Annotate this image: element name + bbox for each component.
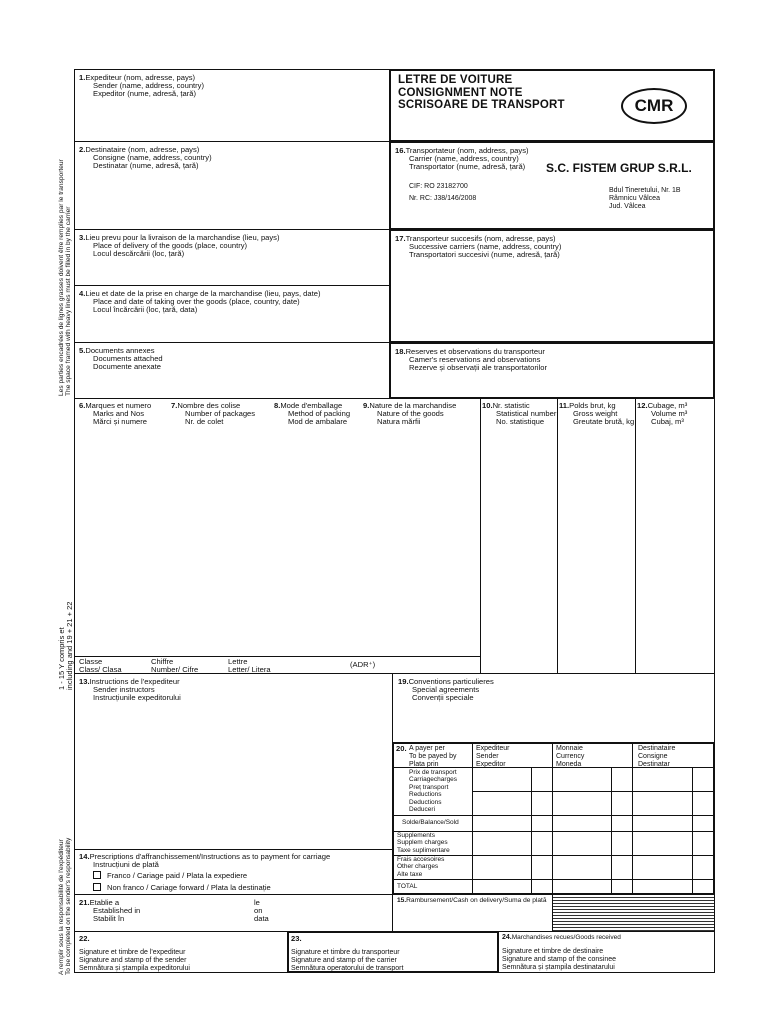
box13-ro: Instrucțiunile expeditorului (93, 693, 181, 703)
form-element (79, 234, 280, 259)
side-note-top (58, 159, 72, 396)
goods-c8-num: 8. (274, 401, 281, 410)
box17-num: 17. (395, 234, 406, 243)
goods-chiffre: Chiffre (151, 657, 174, 666)
goods-classe2: Class/ Clasa (79, 665, 122, 675)
form-element (397, 832, 450, 854)
form-element (531, 767, 532, 893)
goods-c8-ro: Mod de ambalare (288, 417, 348, 427)
letter-label (228, 658, 271, 674)
box20-frais2: Other charges (397, 863, 439, 871)
box15-text: Rambursement/Cash on delivery/Suma de plată (406, 897, 547, 904)
box1-ro: Expeditor (nume, adresă, țară) (93, 89, 196, 99)
goods-c9-num: 9. (363, 401, 370, 410)
side-note-mid (58, 602, 74, 690)
col-volume (637, 402, 687, 427)
box14-opt2: Non franco / Cariage forward / Plata la destinație (107, 883, 271, 892)
reg-number: Nr. RC: J38/146/2008 (409, 195, 477, 202)
goods-c12-ro: Cubaj, m³ (651, 417, 684, 427)
box24-l1: Signature et timbre de destinaire (502, 948, 604, 955)
cmr-badge: CMR (621, 88, 687, 124)
form-element (79, 899, 140, 924)
form-element (79, 678, 181, 703)
side-bot1: A remplir sous la responsabilité de l'expéditeur (58, 839, 65, 975)
form-element (557, 398, 558, 674)
side-note-bottom (58, 838, 72, 975)
goods-section[interactable] (74, 398, 715, 674)
box21-le3: data (254, 914, 269, 924)
box18-ro: Rezerve și observații ale transportatorilor (409, 363, 548, 373)
goods-c12-en: Volume m³ (651, 409, 688, 419)
class-label (79, 658, 122, 674)
form-element (79, 146, 212, 171)
form-element (409, 769, 457, 791)
cif: CIF: RO 23182700 (409, 183, 468, 190)
goods-c9-en: Nature of the goods (377, 409, 444, 419)
box2-ro: Destinatar (nume, adresă, țară) (93, 161, 199, 171)
box4-fr: Lieu et date de la prise en charge de la marchandise (lieu, pays, date) (85, 289, 321, 298)
documents-box[interactable] (74, 342, 390, 399)
box20-dest3: Destinatar (638, 761, 670, 768)
carrier-signature-box[interactable] (287, 931, 499, 973)
form-element (393, 815, 714, 816)
form-element (79, 935, 90, 943)
box22-l1: Signature et timbre de l'expediteur (79, 949, 186, 956)
box20-red1: Reductions (409, 791, 442, 798)
box20-dest1: Destinataire (638, 745, 676, 752)
side-mid2: 19 + 21 + 22 (65, 601, 74, 644)
goods-c11-ro: Greutate brută, kg (573, 417, 635, 427)
form-element (291, 949, 403, 973)
form-element (502, 934, 621, 942)
box20-exp2: Sender (476, 753, 499, 760)
box21-num: 21. (79, 898, 90, 907)
col-packing (274, 402, 350, 427)
box2-fr: Destinataire (nom, adresse, pays) (85, 145, 200, 154)
box22-l2: Signature and stamp of the sender (79, 957, 187, 964)
box20-num: 20. (396, 744, 407, 753)
box16-num: 16. (395, 146, 406, 155)
col-weight (559, 402, 634, 427)
box20-total: TOTAL (397, 883, 418, 890)
non-franco-option[interactable] (93, 883, 271, 892)
box24-l3: Semnătura și ștampila destinatarului (502, 964, 615, 971)
form-element (611, 767, 612, 893)
box13-en: Sender instructors (93, 685, 155, 695)
box21-l1: Etablie a (89, 898, 120, 907)
side-top2: The space framed with heavy lines must be filled in by the carrier (65, 206, 72, 396)
form-element (396, 745, 407, 753)
box17-en: Successive carriers (name, address, country) (409, 242, 562, 252)
page-title: LETRE DE VOITURE (398, 74, 513, 86)
form-element (397, 856, 444, 878)
box4-en: Place and date of taking over the goods (place, country, date) (93, 297, 300, 307)
goods-c8-fr: Mode d'emballage (280, 401, 343, 410)
box14-ro: Instrucțiuni de plată (93, 860, 159, 870)
goods-c7-en: Number of packages (185, 409, 256, 419)
box4-num: 4. (79, 289, 86, 298)
goods-c10-num: 10. (482, 401, 493, 410)
form-element (480, 398, 481, 674)
form-element (472, 791, 714, 792)
carrier-box[interactable] (389, 141, 715, 230)
form-element (395, 235, 561, 260)
box20-sup1: Supplements (397, 832, 435, 839)
form-element (409, 791, 442, 814)
form-element (79, 290, 320, 315)
box20-exp1: Expediteur (476, 745, 510, 752)
franco-option[interactable] (93, 871, 247, 880)
reservations-box[interactable] (389, 342, 715, 399)
goods-c9-ro: Natura mărfii (377, 417, 421, 427)
non-franco-checkbox[interactable] (93, 883, 101, 891)
box18-en: Camer's reservations and observations (409, 355, 541, 365)
box24-l2: Signature and stamp of the consinee (502, 956, 617, 963)
form-element (556, 745, 584, 769)
goods-classe: Classe (79, 657, 103, 666)
sender-instructions-box[interactable] (74, 673, 393, 850)
form-element (397, 897, 547, 905)
goods-c6-en: Marks and Nos (93, 409, 145, 419)
box22-l3: Semnătura și ștampila expeditorului (79, 965, 190, 972)
form-element (74, 656, 481, 657)
box20-red3: Deduceri (409, 806, 436, 813)
goods-c10-en: Statistical number (496, 409, 557, 419)
box22-num: 22. (79, 934, 90, 943)
box20-exp3: Expeditor (476, 761, 506, 768)
box20-sup2: Supplem charges (397, 839, 448, 847)
box14-num: 14. (79, 852, 90, 861)
form-element (398, 74, 565, 112)
goods-c7-num: 7. (171, 401, 178, 410)
box16-ro: Transportator (nume, adresă, țară) (409, 162, 526, 172)
box13-fr: Instructions de l'expediteur (89, 677, 180, 686)
delivery-place-box[interactable] (74, 229, 390, 286)
goods-c7-ro: Nr. de colet (185, 417, 224, 427)
col-statistic (482, 402, 556, 427)
box13-num: 13. (79, 677, 90, 686)
form-element (395, 348, 547, 373)
box14-fr: Prescriptions d'affranchissement/Instructions as to payment for carriage (89, 852, 331, 861)
form-element (552, 895, 553, 931)
box21-l3: Stabilit în (93, 914, 125, 924)
box16-addr3: Jud. Vâlcea (609, 203, 646, 210)
header-title3: SCRISOARE DE TRANSPORT (398, 99, 565, 111)
goods-c6-num: 6. (79, 401, 86, 410)
goods-c6-fr: Marques et numero (85, 401, 152, 410)
box20-mon2: Currency (556, 753, 585, 760)
form-element (254, 899, 269, 924)
box18-num: 18. (395, 347, 406, 356)
form-element (79, 949, 190, 973)
box3-en: Place of delivery of the goods (place, country) (93, 241, 248, 251)
box4-ro: Locul încărcării (loc, țară, data) (93, 305, 198, 315)
goods-lettre: Lettre (228, 657, 248, 666)
box19-en: Special agreements (412, 685, 480, 695)
box2-num: 2. (79, 145, 86, 154)
box20-mon1: Monnaie (556, 745, 583, 752)
box16-en: Carrier (name, address, country) (409, 154, 519, 164)
goods-c9-fr: Nature de la marchandise (369, 401, 457, 410)
box16-addr1: Bdul Tineretului, Nr. 1B (609, 187, 681, 194)
box19-fr: Conventions particulieres (408, 677, 494, 686)
box20-red2: Deductions (409, 798, 442, 806)
adr-label: (ADR⁺) (350, 660, 376, 669)
box16-addr2: Râmnicu Vâlcea (609, 195, 660, 202)
box2-en: Consigne (name, address, country) (93, 153, 212, 163)
box21-le1: le (254, 898, 260, 907)
box20-solde: Solde/Balance/Sold (402, 819, 459, 826)
side-mid3: including and (65, 645, 74, 690)
box20-mon3: Moneda (556, 761, 582, 768)
box20-dest2: Consigne (638, 753, 668, 760)
box20-sup3: Taxe suplimentare (397, 846, 450, 854)
box23-num: 23. (291, 934, 302, 943)
special-agreements-box[interactable] (392, 673, 715, 743)
payment-instructions-box[interactable] (74, 849, 393, 895)
col-nature (363, 402, 456, 427)
form-element (395, 147, 529, 172)
box20-frais1: Frais accesoires (397, 856, 445, 863)
form-element (609, 187, 681, 211)
carrier-company-name: S.C. FISTEM GRUP S.R.L. (546, 161, 692, 175)
form-element (79, 853, 330, 869)
box5-ro: Documente anexate (93, 362, 161, 372)
box19-num: 19. (398, 677, 409, 686)
goods-c10-ro: No. statistique (496, 417, 545, 427)
consignee-box[interactable] (74, 141, 390, 230)
form-element (692, 767, 693, 893)
franco-checkbox[interactable] (93, 871, 101, 879)
box20-l2: To be payed by (409, 753, 457, 760)
form-element (476, 745, 509, 769)
form-element (66, 602, 74, 690)
box5-fr: Documents annexes (85, 346, 155, 355)
goods-c11-num: 11. (559, 401, 570, 410)
form-element (638, 745, 675, 769)
box20-frais3: Alte taxe (397, 870, 423, 878)
figure-label (151, 658, 198, 674)
form-element (79, 347, 163, 372)
form-element (632, 743, 633, 893)
goods-c11-fr: Polds brut, kg (569, 401, 616, 410)
box21-le2: on (254, 906, 263, 916)
box3-num: 3. (79, 233, 86, 242)
goods-c6-ro: Mărci și numere (93, 417, 148, 427)
header-title2: CONSIGNMENT NOTE (398, 86, 523, 99)
hatch-area (553, 895, 714, 931)
box16-fr: Transportateur (nom, address, pays) (405, 146, 529, 155)
sender-signature-box[interactable] (74, 931, 288, 973)
goods-lettre2: Letter/ Litera (228, 665, 271, 675)
box1-fr: Expediteur (nom, adresse, pays) (85, 73, 196, 82)
box5-num: 5. (79, 346, 86, 355)
goods-c10-fr: Nr. statistic (492, 401, 530, 410)
successive-carriers-box[interactable] (389, 229, 715, 343)
box20-l1: A payer per (409, 745, 445, 752)
box20-l3: Plata prin (409, 761, 439, 768)
col-marks (79, 402, 151, 427)
established-box[interactable] (74, 894, 393, 932)
form-element (552, 743, 553, 893)
box24-l0: Marchandises recues/Goods received (511, 934, 621, 941)
box23-l2: Signature and stamp of the carrier (291, 957, 397, 964)
box1-en: Sender (name, address, country) (93, 81, 205, 91)
box17-fr: Transporteur succesifs (nom, adresse, pays) (405, 234, 556, 243)
box5-en: Documents attached (93, 354, 163, 364)
box15-num: 15. (397, 897, 407, 904)
goods-c12-num: 12. (637, 401, 648, 410)
box21-l2: Established in (93, 906, 141, 916)
box14-opt1: Franco / Cariage paid / Plata la expediere (107, 871, 248, 880)
form-element (409, 745, 456, 769)
box24-num: 24. (502, 934, 512, 941)
box18-fr: Reserves et observations du transporteur (405, 347, 545, 356)
box23-l1: Signature et timbre du transporteur (291, 949, 400, 956)
form-element (79, 74, 204, 99)
side-top1: Les parties encadrées de lignes grasses doivent être remplies par le transporteur (58, 159, 65, 396)
side-bot2: To be completed on the sender's responsability (65, 837, 72, 975)
box19-ro: Convenții speciale (412, 693, 474, 703)
form-element (635, 398, 636, 674)
box3-fr: Lieu prevu pour la livraison de la marchandise (lieu, pays) (85, 233, 280, 242)
taking-over-box[interactable] (74, 285, 390, 343)
goods-chiffre2: Number/ Cifre (151, 665, 199, 675)
col-packages (171, 402, 255, 427)
consignee-signature-box[interactable] (498, 931, 715, 973)
side-mid1: 1 - 15 Y compris et (57, 627, 66, 690)
box3-ro: Locul descărcării (loc, țară) (93, 249, 185, 259)
form-element (398, 678, 494, 703)
box1-num: 1. (79, 73, 86, 82)
box20-prix3: Preț transport (409, 783, 449, 791)
box23-l3: Semnătura operatorului de transport (291, 965, 404, 972)
box20-prix2: Carriagecharges (409, 776, 458, 784)
form-element (393, 879, 714, 880)
goods-c8-en: Method of packing (288, 409, 351, 419)
box20-prix1: Prix de transport (409, 769, 457, 776)
goods-c11-en: Gross weight (573, 409, 618, 419)
box17-ro: Transportatori succesivi (nume, adresă, țară) (409, 250, 560, 260)
form-element (502, 948, 616, 972)
goods-c12-fr: Cubage, m³ (647, 401, 688, 410)
sender-box[interactable] (74, 69, 390, 142)
form-element (472, 743, 473, 893)
form-element (291, 935, 302, 943)
goods-c7-fr: Nombre des colise (177, 401, 241, 410)
